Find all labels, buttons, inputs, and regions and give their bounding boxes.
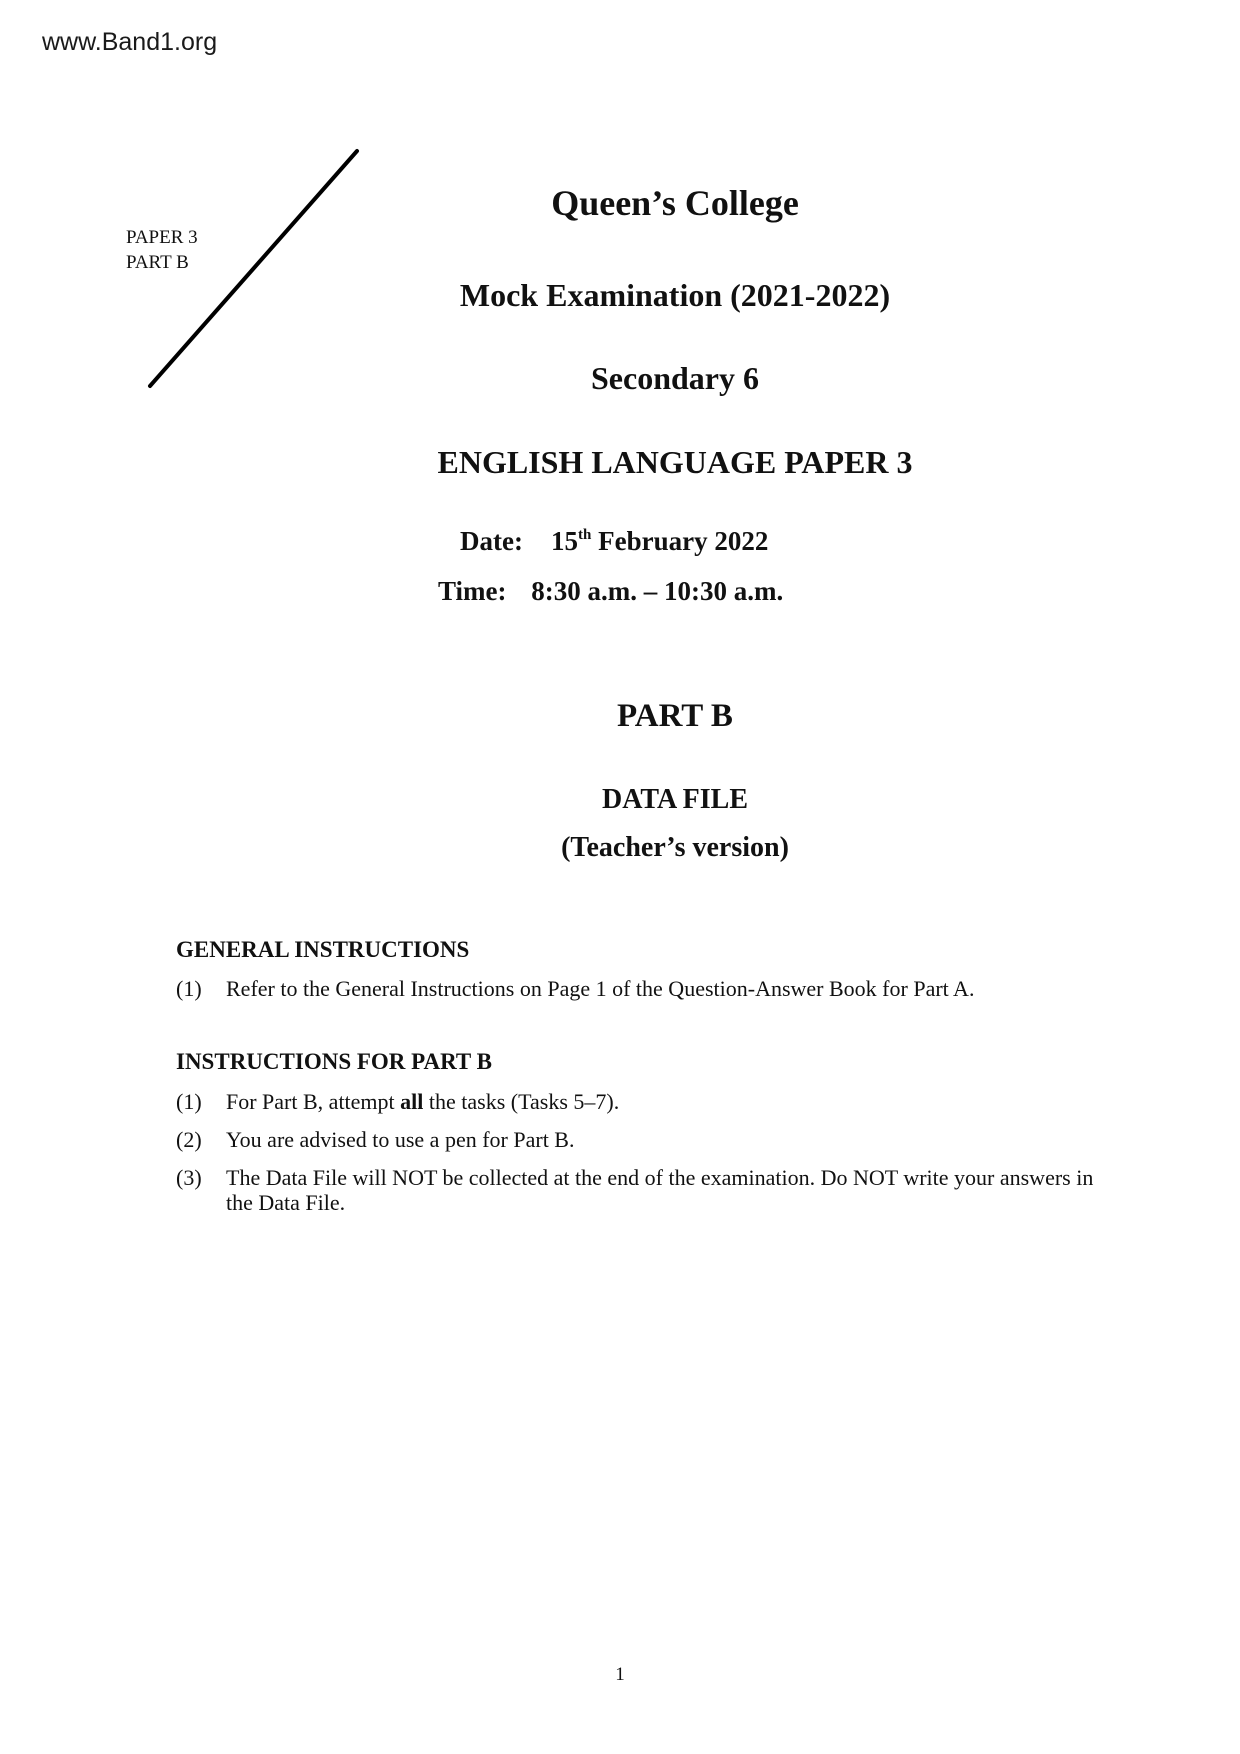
item-text: You are advised to use a pen for Part B. [226,1127,575,1152]
item-text [226,1089,1116,1114]
time-label: Time: [438,576,507,606]
date-label: Date: [460,526,523,556]
date-day-suffix: th [578,527,592,543]
date-month-year: February 2022 [598,526,769,556]
part-title: PART B [617,698,733,734]
exam-time [438,576,783,607]
item-text-emphasis: all [400,1089,424,1114]
corner-label-paper: PAPER 3 [126,227,198,248]
exam-title: Mock Examination (2021-2022) [459,277,891,313]
part-b-instructions-heading: INSTRUCTIONS FOR PART B [176,1049,492,1074]
paper-title: ENGLISH LANGUAGE PAPER 3 [437,444,913,480]
exam-date [460,526,768,557]
part-b-instruction-item [176,1127,1116,1152]
school-name: Queen’s College [551,183,799,223]
item-number: (2) [176,1127,202,1152]
item-number: (1) [176,976,202,1001]
item-text-pre: For Part B, attempt [226,1089,401,1114]
level-title: Secondary 6 [591,360,759,396]
page-number: 1 [615,1664,625,1685]
item-number: (3) [176,1165,202,1190]
time-value: 8:30 a.m. – 10:30 a.m. [531,576,784,606]
general-instructions-heading: GENERAL INSTRUCTIONS [176,937,470,962]
watermark-url: www.Band1.org [42,28,218,56]
part-b-instruction-item [176,1165,1116,1215]
date-day: 15 [551,526,578,556]
item-text-post: the tasks (Tasks 5–7). [423,1089,620,1114]
data-file-title: DATA FILE [602,784,748,815]
item-number: (1) [176,1089,202,1114]
corner-label-part: PART B [126,252,189,273]
part-b-instruction-item [176,1089,1116,1114]
general-instruction-item [176,976,1116,1001]
item-text: The Data File will NOT be collected at the end of the examination. Do NOT write your answers in the Data File. [226,1165,1094,1215]
diagonal-slash-line [0,0,1240,500]
item-text: Refer to the General Instructions on Page 1 of the Question-Answer Book for Part A. [226,976,975,1001]
version-title: (Teacher’s version) [561,832,789,863]
